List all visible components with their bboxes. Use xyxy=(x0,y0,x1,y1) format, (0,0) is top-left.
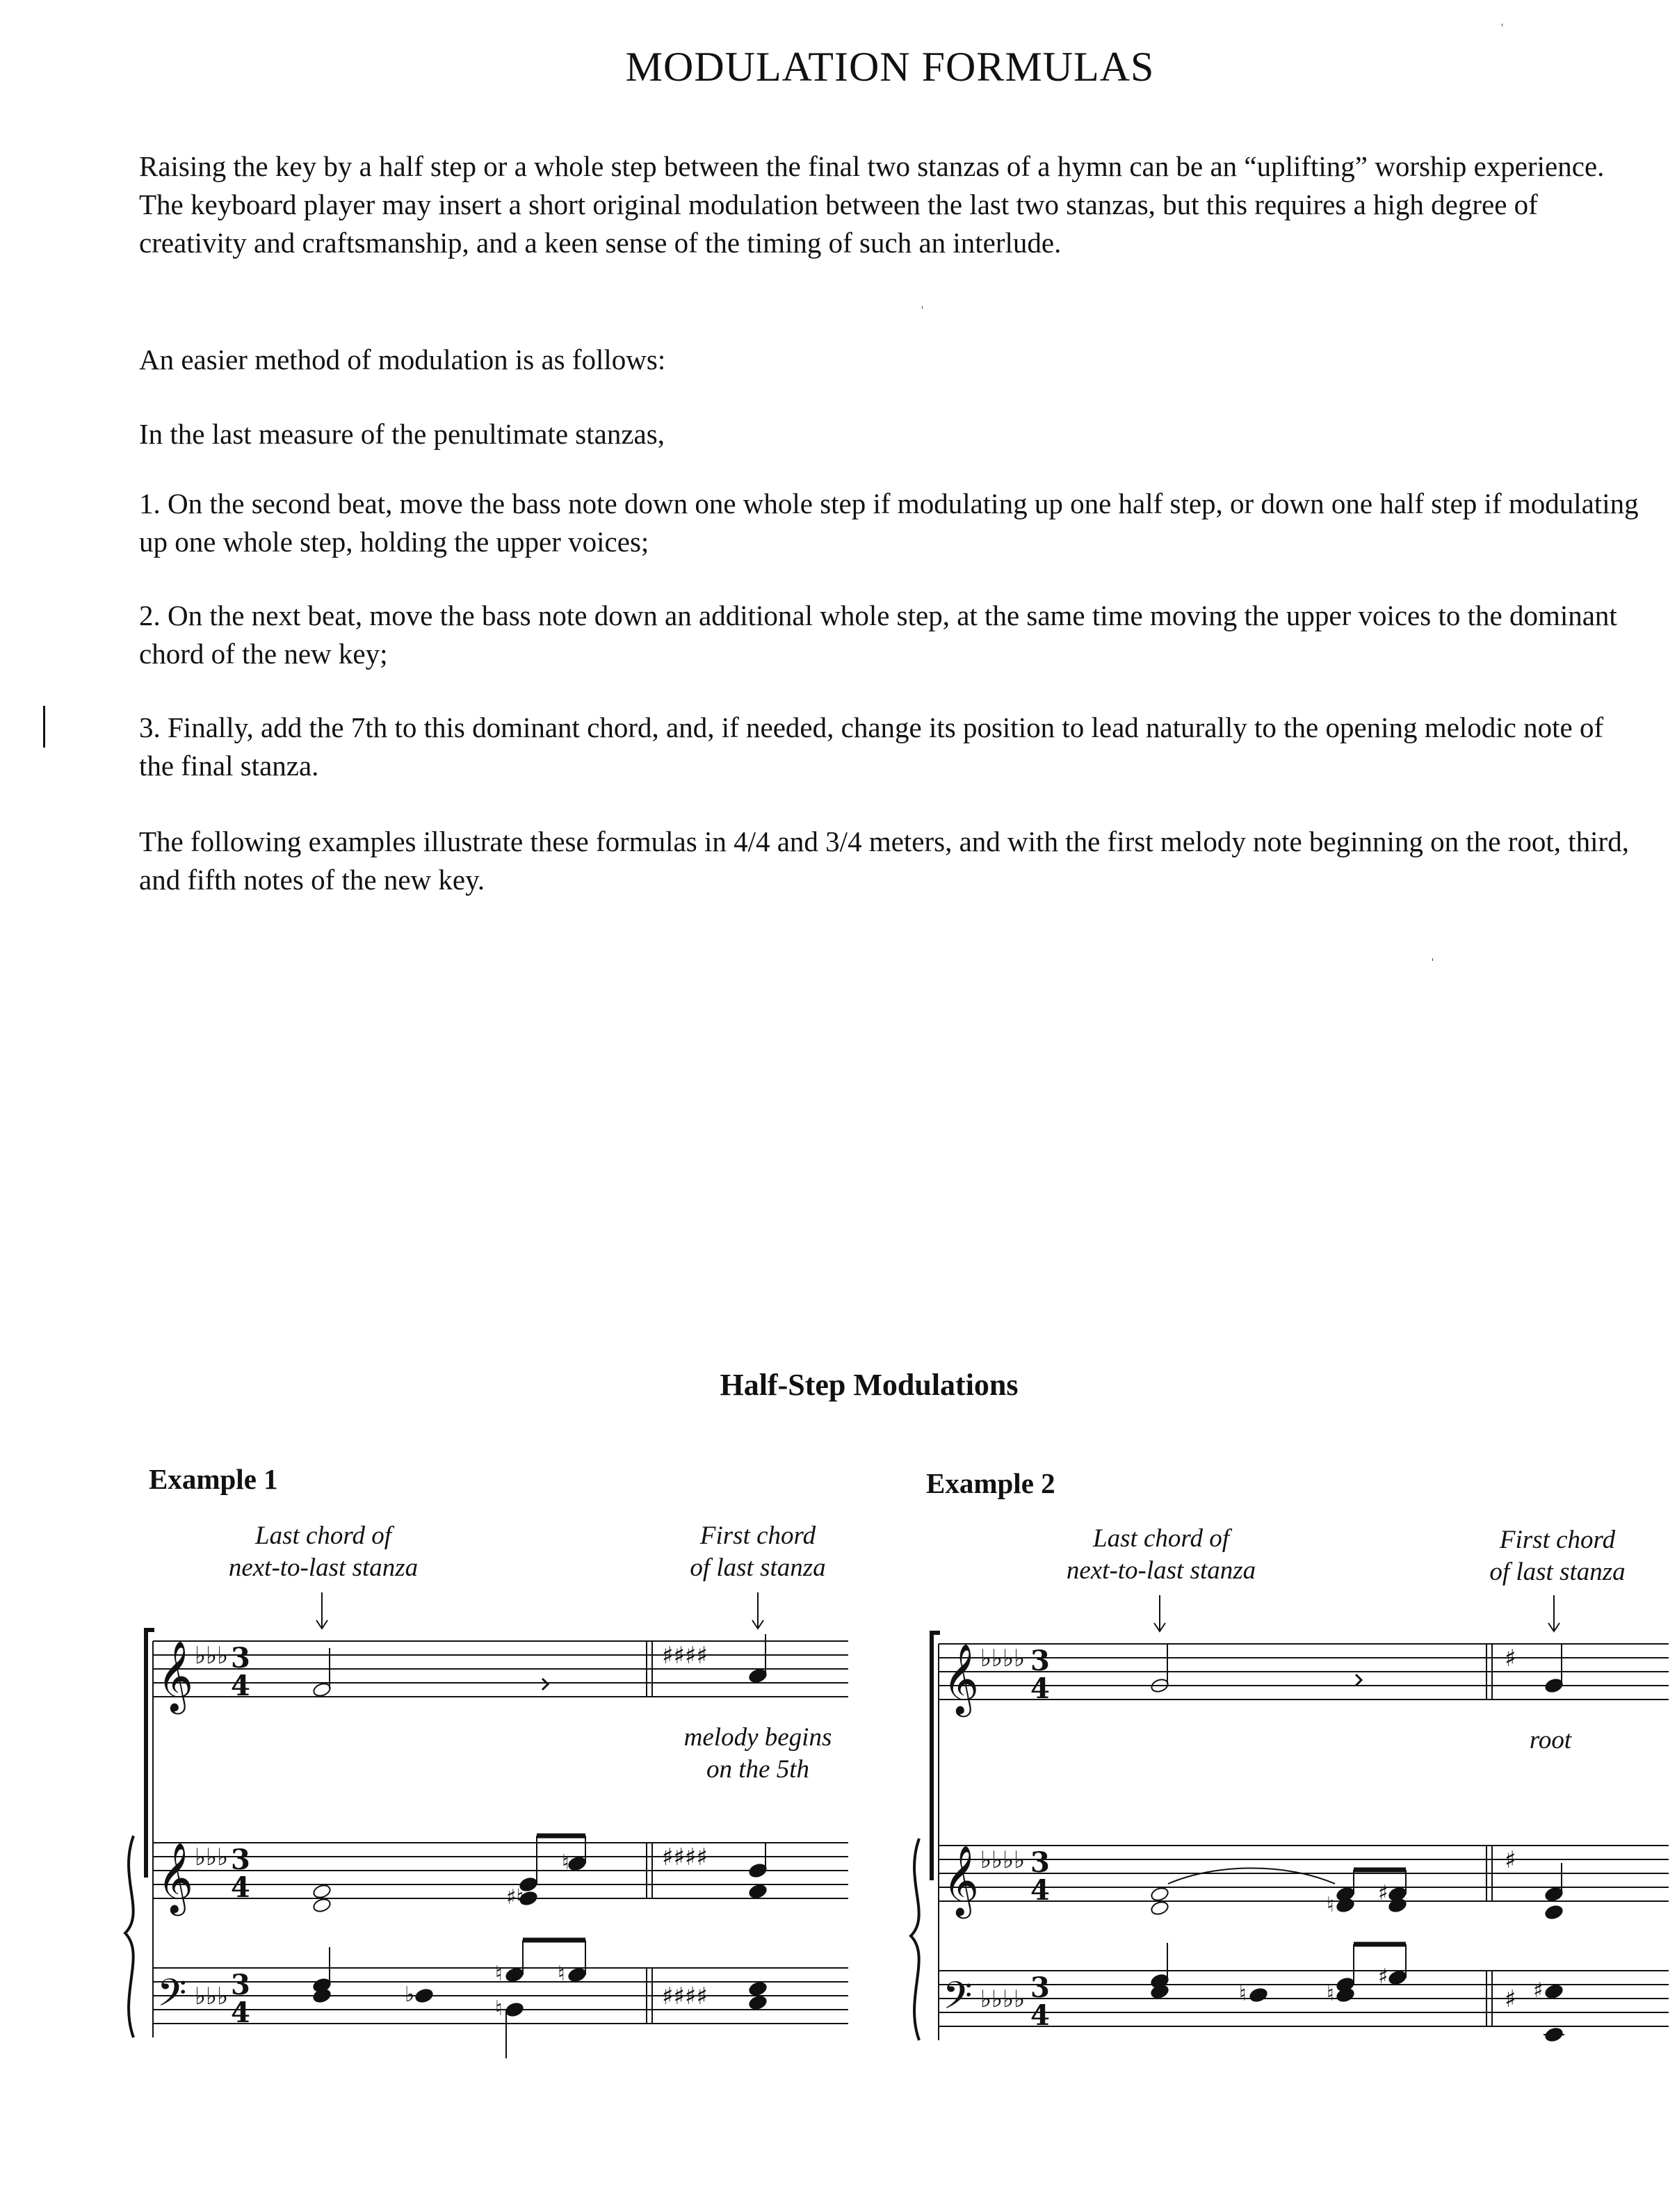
page-title: MODULATION FORMULAS xyxy=(625,44,1155,90)
svg-text:♯♮: ♯♮ xyxy=(506,1885,524,1910)
examples-intro: The following examples illustrate these formulas in 4/4 and 3/4 meters, and with the first melody note beginning on the root, third, and fifth notes of the new key. xyxy=(139,825,1629,896)
svg-text:♯♯♯♯: ♯♯♯♯ xyxy=(662,1843,708,1871)
example-2-last-chord-label: Last chord of next-to-last stanza xyxy=(1066,1524,1256,1585)
brace-icon xyxy=(125,1836,133,2037)
treble-clef-icon: 𝄞 xyxy=(943,1642,980,1714)
scan-speck xyxy=(1432,958,1433,961)
treble-clef-icon: 𝄞 xyxy=(943,1844,980,1916)
svg-text:♮: ♮ xyxy=(495,1996,503,2021)
svg-text:3: 3 xyxy=(231,1969,250,2001)
svg-text:♮: ♮ xyxy=(1239,1982,1247,2006)
svg-text:♯: ♯ xyxy=(1505,1846,1516,1874)
example-2-label: Example 2 xyxy=(926,1467,1055,1499)
section-heading: Half-Step Modulations xyxy=(720,1368,1019,1402)
svg-text:♯♯♯♯: ♯♯♯♯ xyxy=(662,1983,708,2010)
svg-text:♭♭♭: ♭♭♭ xyxy=(195,1642,229,1670)
svg-text:♭♭♭♭: ♭♭♭♭ xyxy=(980,1985,1026,2013)
svg-text:♮: ♮ xyxy=(1327,1982,1334,2006)
example-2-score xyxy=(925,1588,1669,2075)
svg-text:♭♭♭: ♭♭♭ xyxy=(195,1843,229,1871)
svg-text:♮: ♮ xyxy=(1327,1893,1334,1917)
bass-clef-icon: 𝄢 xyxy=(943,1973,973,2027)
svg-text:♭♭♭♭: ♭♭♭♭ xyxy=(980,1645,1026,1672)
svg-text:3: 3 xyxy=(231,1642,250,1674)
down-arrow-icon xyxy=(752,1592,763,1629)
intro-paragraph: Raising the key by a half step or a whole step between the final two stanzas of a hymn can be an “uplifting” worship experience. The keyboard player may insert a short original modulation between the last two stanzas, but this requires a high degree of creativity and craftsmanship, and a keen sense of the timing of such an interlude. xyxy=(139,150,1605,259)
svg-text:♯: ♯ xyxy=(1533,1978,1544,2003)
example-1-last-chord-label: Last chord of next-to-last stanza xyxy=(228,1521,419,1582)
treble-clef-icon: 𝄞 xyxy=(157,1841,194,1913)
svg-text:♯: ♯ xyxy=(1378,1881,1388,1905)
svg-text:♭: ♭ xyxy=(405,1983,415,2007)
down-arrow-icon xyxy=(1548,1595,1559,1631)
example-1-first-chord-label: First chord of last stanza xyxy=(690,1521,826,1582)
svg-text:♮: ♮ xyxy=(562,1850,569,1875)
svg-text:♮: ♮ xyxy=(495,1962,503,1986)
svg-text:4: 4 xyxy=(1030,1672,1050,1705)
svg-text:4: 4 xyxy=(1030,1999,1050,2032)
svg-text:♭♭♭♭: ♭♭♭♭ xyxy=(980,1846,1026,1874)
example-1-melody-note: melody begins on the 5th xyxy=(683,1723,832,1784)
svg-text:♯♯♯♯: ♯♯♯♯ xyxy=(662,1642,708,1670)
margin-mark xyxy=(43,706,45,748)
step-3: 3. Finally, add the 7th to this dominant chord, and, if needed, change its position to lead naturally to the opening melodic note of the final stanza. xyxy=(139,711,1604,782)
method-intro: An easier method of modulation is as follows: xyxy=(139,344,666,376)
method-context: In the last measure of the penultimate stanzas, xyxy=(139,418,665,450)
treble-clef-icon: 𝄞 xyxy=(157,1640,194,1711)
brace-icon xyxy=(911,1839,919,2040)
svg-text:3: 3 xyxy=(1030,1645,1050,1677)
svg-text:3: 3 xyxy=(1030,1971,1050,2004)
example-1-label: Example 1 xyxy=(149,1463,278,1495)
melody-staff xyxy=(153,1641,848,1697)
svg-text:♭♭♭: ♭♭♭ xyxy=(195,1983,229,2010)
svg-text:3: 3 xyxy=(231,1843,250,1876)
svg-text:4: 4 xyxy=(231,1670,250,1702)
svg-text:♮: ♮ xyxy=(558,1962,565,1986)
example-2-first-chord-label: First chord of last stanza xyxy=(1489,1526,1626,1586)
bass-clef-icon: 𝄢 xyxy=(157,1971,187,2024)
step-2: 2. On the next beat, move the bass note down an additional whole step, at the same time moving the upper voices to the dominant chord of the new key; xyxy=(139,599,1617,670)
svg-text:♯: ♯ xyxy=(1378,1964,1388,1989)
svg-text:4: 4 xyxy=(231,1996,250,2029)
svg-text:♯: ♯ xyxy=(1505,1645,1516,1672)
piano-treble-staff xyxy=(153,1843,848,1898)
svg-text:4: 4 xyxy=(1030,1874,1050,1907)
scan-speck xyxy=(922,306,923,309)
svg-text:♯: ♯ xyxy=(1505,1985,1516,2013)
down-arrow-icon xyxy=(316,1592,327,1629)
svg-text:3: 3 xyxy=(1030,1846,1050,1879)
example-1-score xyxy=(139,1585,855,2072)
step-1: 1. On the second beat, move the bass note down one whole step if modulating up one half step, or down one half step if modulating up one whole step, holding the upper voices; xyxy=(139,487,1639,558)
down-arrow-icon xyxy=(1154,1595,1165,1631)
svg-text:4: 4 xyxy=(231,1871,250,1904)
example-2-melody-note: root xyxy=(1529,1726,1572,1754)
